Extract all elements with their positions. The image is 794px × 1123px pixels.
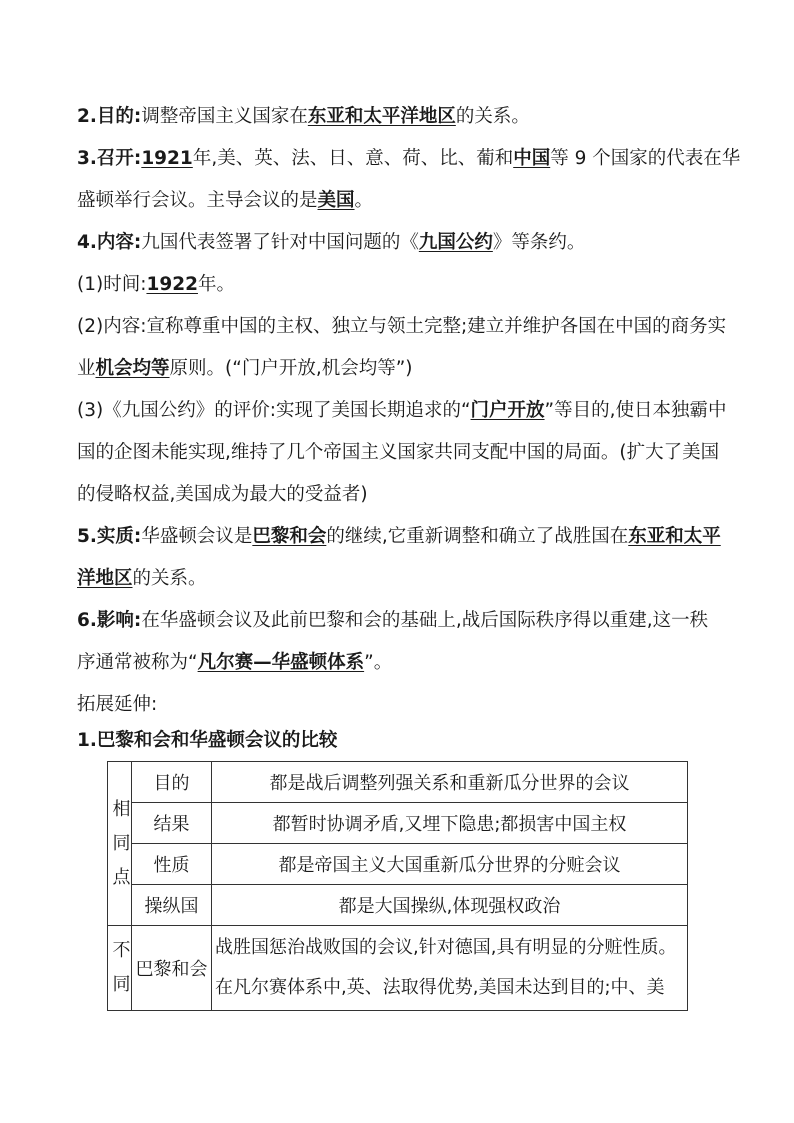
key-term: 巴黎和会	[252, 526, 327, 547]
text: (2)内容:宣称尊重中国的主权、独立与领土完整;建立并维护各国在中国的商务实	[77, 316, 727, 337]
text: 九国代表签署了针对中国问题的《	[141, 232, 419, 253]
category-label: 不同	[112, 940, 131, 995]
text: 序通常被称为“	[77, 652, 198, 673]
section-title	[77, 720, 719, 762]
comparison-table	[107, 761, 688, 1011]
line-impact-cont	[77, 642, 719, 684]
text: 的关系。	[455, 106, 530, 127]
key-term: 洋地区	[77, 568, 133, 589]
table-row	[108, 762, 688, 803]
row-text: 都暂时协调矛盾,又埋下隐患;都损害中国主权	[212, 803, 688, 844]
text: 》等条约。	[492, 232, 586, 253]
same-category	[108, 762, 132, 926]
row-item: 目的	[132, 762, 212, 803]
table-row	[108, 803, 688, 844]
row-item: 操纵国	[132, 885, 212, 926]
text: 年。	[197, 274, 235, 295]
row-item: 性质	[132, 844, 212, 885]
label-convene: 3.召开:	[77, 148, 142, 169]
line-evaluation-cont2	[77, 474, 719, 516]
text: 在华盛顿会议及此前巴黎和会的基础上,战后国际秩序得以重建,这一秩	[141, 610, 709, 631]
line-time	[77, 264, 719, 306]
label-content: 4.内容:	[77, 232, 142, 253]
text: 等 9 个国家的代表在华	[550, 148, 741, 169]
row-text: 都是大国操纵,体现强权政治	[212, 885, 688, 926]
line-essence-cont	[77, 558, 719, 600]
text: 战胜国惩治战败国的会议,针对德国,具有明显的分赃性质。	[215, 937, 677, 958]
line-treaty-content	[77, 306, 727, 348]
key-term: 凡尔赛—华盛顿体系	[197, 652, 365, 673]
text: 华盛顿会议是	[141, 526, 253, 547]
key-term: 东亚和太平	[628, 526, 721, 547]
text: 调整帝国主义国家在	[141, 106, 308, 127]
text: 拓展延伸:	[77, 694, 158, 715]
key-term: 1921	[141, 148, 193, 169]
key-term: 1922	[146, 274, 198, 295]
text: 在凡尔赛体系中,英、法取得优势,美国未达到目的;中、美	[215, 977, 665, 998]
line-convene	[77, 138, 741, 180]
table-row	[108, 844, 688, 885]
line-treaty-content-cont	[77, 348, 719, 390]
line-purpose	[77, 96, 719, 138]
text: 的继续,它重新调整和确立了战胜国在	[326, 526, 629, 547]
text: 年,美、英、法、日、意、荷、比、葡和	[192, 148, 514, 169]
key-term: 机会均等	[95, 358, 170, 379]
row-item: 结果	[132, 803, 212, 844]
line-convene-cont	[77, 180, 719, 222]
text: (1)时间:	[77, 274, 147, 295]
key-term: 九国公约	[418, 232, 493, 253]
text: 业	[77, 358, 96, 379]
table-row	[108, 885, 688, 926]
key-term: 中国	[513, 148, 551, 169]
key-term: 东亚和太平洋地区	[307, 106, 456, 127]
row-text: 都是帝国主义大国重新瓜分世界的分赃会议	[212, 844, 688, 885]
text: 的关系。	[132, 568, 207, 589]
text: 1.巴黎和会和华盛顿会议的比较	[77, 730, 338, 751]
text: 国的企图未能实现,维持了几个帝国主义国家共同支配中国的局面。(扩大了美国	[77, 442, 720, 463]
text: (3)《九国公约》的评价:实现了美国长期追求的“	[77, 400, 471, 421]
text: ”等目的,使日本独霸中	[544, 400, 727, 421]
line-evaluation	[77, 390, 727, 432]
line-essence	[77, 516, 719, 558]
text: 。	[354, 190, 374, 211]
key-term: 门户开放	[470, 400, 545, 421]
label-essence: 5.实质:	[77, 526, 142, 547]
diff-category	[108, 926, 132, 1011]
line-content	[77, 222, 719, 264]
table-row	[108, 926, 688, 1011]
text: 原则。(“门户开放,机会均等”)	[169, 358, 413, 379]
label-purpose: 2.目的:	[77, 106, 142, 127]
text: 盛顿举行会议。主导会议的是	[77, 190, 318, 211]
text: 的侵略权益,美国成为最大的受益者)	[77, 484, 368, 505]
line-evaluation-cont	[77, 432, 719, 474]
row-text	[212, 926, 688, 1011]
category-label: 相同点	[112, 798, 131, 888]
label-impact: 6.影响:	[77, 610, 142, 631]
row-text: 都是战后调整列强关系和重新瓜分世界的会议	[212, 762, 688, 803]
text: ”。	[364, 652, 393, 673]
key-term: 美国	[317, 190, 355, 211]
row-item: 巴黎和会	[132, 926, 212, 1011]
line-impact	[77, 600, 719, 642]
